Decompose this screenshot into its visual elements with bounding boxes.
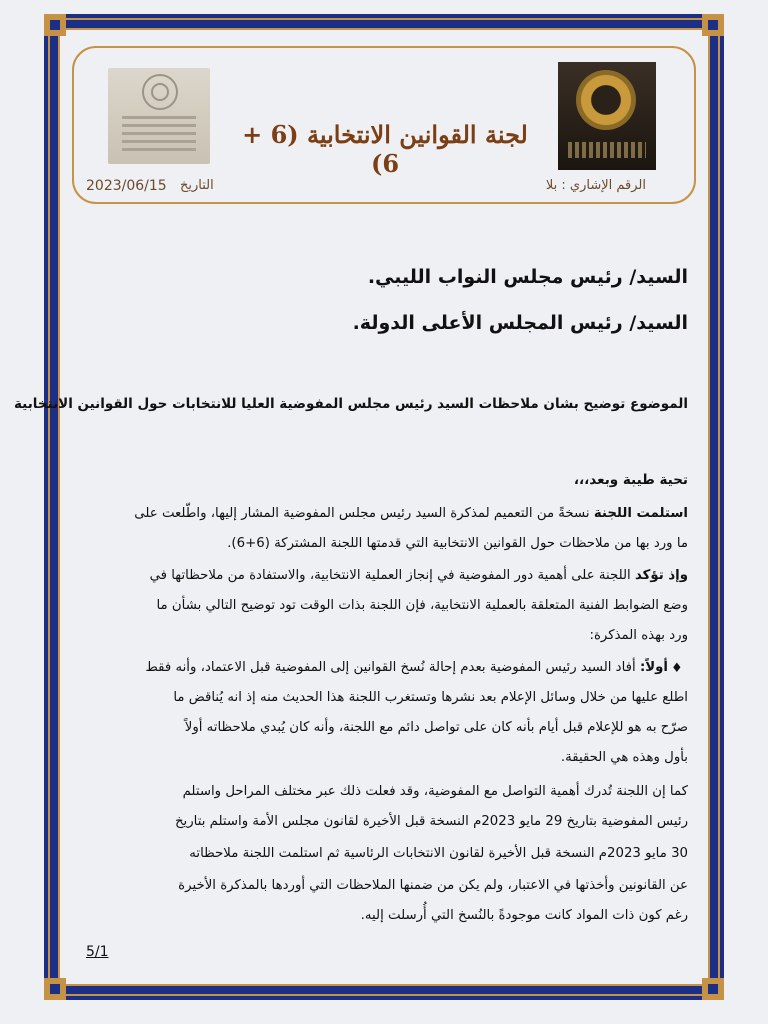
body-line: عن القانونين وأخذتها في الاعتبار، ولم يكن من ضمنها الملاحظات التي أوردها بالمذكرة الأخيرة [178,878,688,893]
date-label: التاريخ [180,178,214,193]
greeting: تحية طيبة وبعد،،، [573,472,688,488]
addressee-line: السيد/ رئيس مجلس النواب الليبي. [367,266,688,288]
paragraph-lead: وإذ تؤكد [634,568,688,583]
date-value: 2023/06/15 [86,178,167,194]
letterhead-title: لجنة القوانين الانتخابية (6 + 6) [242,120,528,178]
body-line: رئيس المفوضية بتاريخ 29 مايو 2023م النسخة قبل الأخيرة لقانون مجلس الأمة واستلم بتاريخ [174,814,688,829]
point-text: أفاد السيد رئيس المفوضية بعدم إحالة نُسخ القوانين إلى المفوضية قبل الاعتماد، وأنه فقط [145,660,636,675]
body-line: بأول وهذه هي الحقيقة. [560,750,688,765]
body-line: صرّح به هو للإعلام قبل أيام بأنه كان على تواصل دائم مع اللجنة، وأنه كان يُبدي ملاحظاته أولاً [184,720,688,735]
bullet-icon: ♦ [671,661,683,676]
seal-icon [576,70,636,130]
body-line [98,568,688,583]
corner-ornament [44,978,66,1000]
corner-ornament [44,14,66,36]
paragraph-text: اللجنة على أهمية دور المفوضية في إنجاز العملية الانتخابية، والاستفادة من ملاحظاتها في [149,568,631,583]
house-of-representatives-logo [558,62,656,170]
body-line: رغم كون ذات المواد كانت موجودةً بالنُسخ التي أُرسلت إليه. [360,908,688,923]
body-line: كما إن اللجنة تُدرك أهمية التواصل مع المفوضية، وقد فعلت ذلك عبر مختلف المراحل واستلم [182,784,688,799]
body-line [98,660,668,675]
body-line: اطلع عليها من خلال وسائل الإعلام بعد نشرها وتستغرب اللجنة هذا الحديث منه إذ انه يُناقض ما [173,690,688,705]
point-lead: أولاً: [639,660,668,675]
paragraph-lead: استلمت اللجنة [593,506,688,521]
logo-text-block [122,116,196,154]
subject-line: الموضوع توضيح بشان ملاحظات السيد رئيس مجلس المفوضية العليا للانتخابات حول القوانين الانتخابية [14,396,688,412]
emblem-icon [142,74,178,110]
corner-ornament [702,14,724,36]
body-line [98,506,688,521]
addressee-line: السيد/ رئيس المجلس الأعلى الدولة. [352,312,688,334]
paragraph-text: نسخةً من التعميم لمذكرة السيد رئيس مجلس المفوضية المشار إليها، واطّلعت على [134,506,590,521]
body-line: 30 مايو 2023م النسخة قبل الأخيرة لقانون الانتخابات الرئاسية ثم استلمت اللجنة ملاحظاته [189,846,688,861]
body-line: ما ورد بها من ملاحظات حول القوانين الانتخابية التي قدمتها اللجنة المشتركة (6+6). [227,536,688,551]
body-line: ورد بهذه المذكرة: [589,628,688,643]
corner-ornament [702,978,724,1000]
high-council-of-state-logo [108,68,210,164]
page-number: 5/1 [86,944,109,960]
reference-number: الرقم الإشاري : بلا [545,178,646,193]
logo-text-block [568,142,646,158]
body-line: وضع الضوابط الفنية المتعلقة بالعملية الانتخابية، فإن اللجنة بذات الوقت تود توضيح التالي بشأن ما [156,598,688,613]
